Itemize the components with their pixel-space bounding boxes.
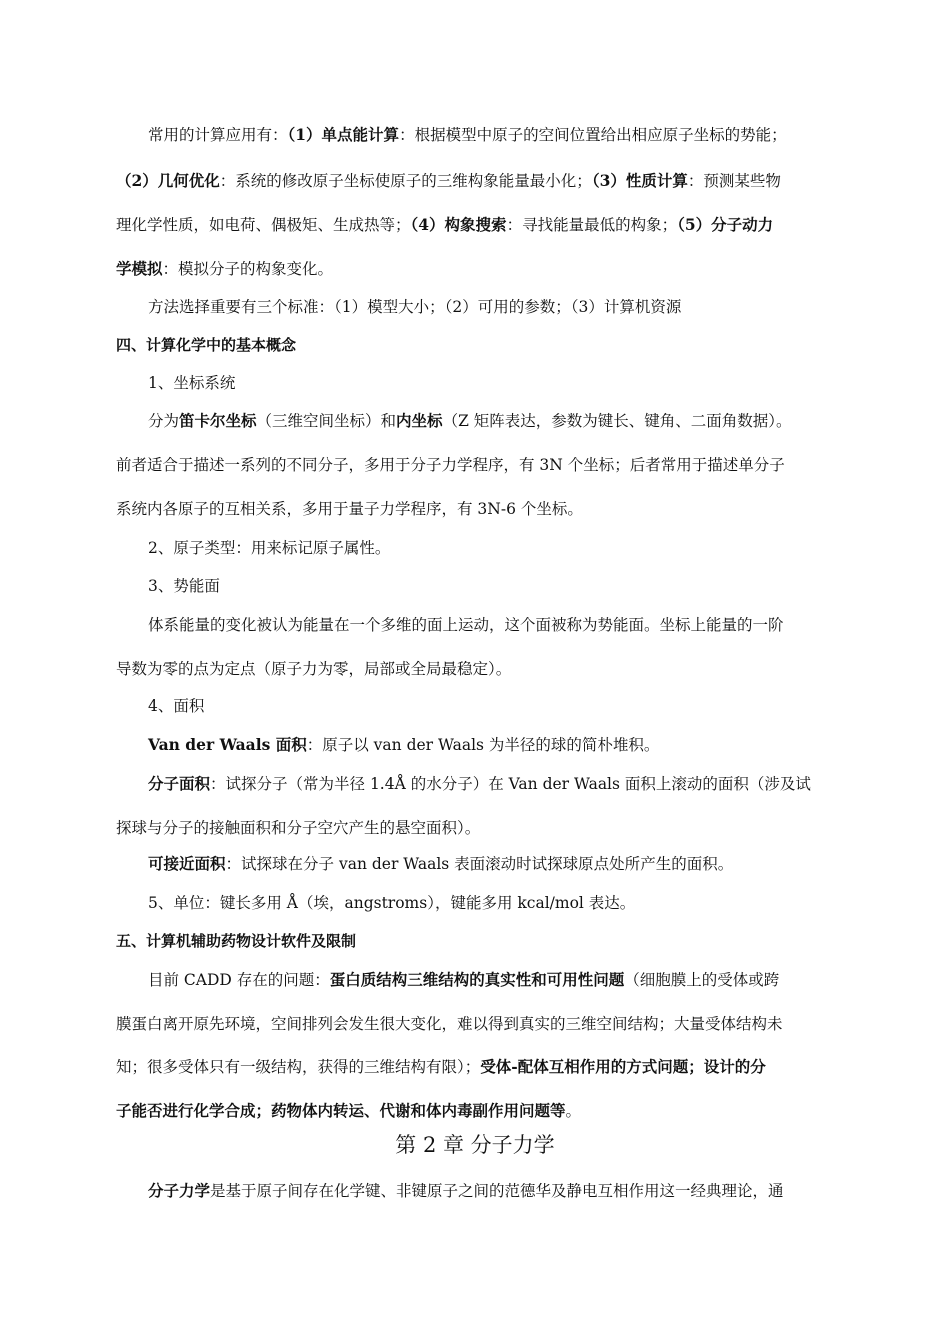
text: ：寻找能量最低的构象； [506, 216, 678, 234]
term-md-cont: 学模拟 [116, 259, 163, 278]
term-molecular-mechanics: 分子力学 [148, 1181, 211, 1200]
subheading-coordinate-system: 1、坐标系统 [148, 374, 236, 392]
term-molecular-area: 分子面积 [148, 774, 211, 793]
para-coordinates-line2: 前者适合于描述一系列的不同分子，多用于分子力学程序，有 3N 个坐标；后者常用于描述单分子 [116, 456, 785, 474]
para-pes-line2: 导数为零的点为定点（原子力为零，局部或全局最稳定）。 [116, 660, 512, 678]
para-coordinates-line1 [148, 410, 792, 432]
para-cadd-line1 [148, 969, 779, 991]
text: ：预测某些物 [687, 172, 781, 190]
subheading-atom-types: 2、原子类型：用来标记原子属性。 [148, 539, 391, 557]
text: 常用的计算应用有： [148, 126, 288, 144]
text: （细胞膜上的受体或跨 [624, 971, 780, 989]
text: （三维空间坐标）和 [256, 412, 397, 430]
para-cadd-line4 [116, 1100, 581, 1122]
text: 目前 CADD 存在的问题： [148, 971, 330, 989]
para-coordinates-line3: 系统内各原子的互相关系，多用于量子力学程序，有 3N-6 个坐标。 [116, 500, 583, 518]
text: ：模拟分子的构象变化。 [162, 260, 334, 278]
term-geometry-opt: （2）几何优化 [116, 171, 220, 190]
para-applications-line3 [116, 214, 773, 236]
term-synthesis-admet: 子能否进行化学合成；药物体内转运、代谢和体内毒副作用问题等 [116, 1101, 566, 1120]
para-pes-line1: 体系能量的变化被认为能量在一个多维的面上运动，这个面被称为势能面。坐标上能量的一阶 [148, 616, 784, 634]
subheading-area: 4、面积 [148, 697, 205, 715]
term-single-point: （1）单点能计算 [287, 125, 400, 144]
term-internal: 内坐标 [396, 411, 443, 430]
text: 分为 [148, 412, 180, 430]
term-accessible-area: 可接近面积 [148, 854, 226, 873]
para-molecular-area-line1 [148, 773, 811, 795]
term-protein-structure: 蛋白质结构三维结构的真实性和可用性问题 [329, 970, 625, 989]
text: 知；很多受体只有一级结构，获得的三维结构有限）； [116, 1058, 481, 1076]
para-molecular-mechanics [148, 1180, 784, 1202]
text: ：试探分子（常为半径 1.4Å 的水分子）在 Van der Waals 面积上滚动的面积（涉及试 [210, 775, 811, 793]
para-applications-line4 [116, 258, 333, 280]
para-applications-line1 [148, 124, 787, 146]
text: 是基于原子间存在化学键、非键原子之间的范德华及静电互相作用这一经典理论，通 [210, 1182, 784, 1200]
section-heading-5: 五、计算机辅助药物设计软件及限制 [116, 932, 357, 950]
text: 理化学性质，如电荷、偶极矩、生成热等； [116, 216, 411, 234]
subheading-units: 5、单位：键长多用 Å（埃，angstroms），键能多用 kcal/mol 表达。 [148, 894, 636, 912]
para-cadd-line3 [116, 1056, 766, 1078]
term-conformation-search: （4）构象搜索 [410, 215, 507, 234]
text: 。 [565, 1102, 582, 1120]
para-applications-line2 [116, 170, 781, 192]
text: ：原子以 van der Waals 为半径的球的简朴堆积。 [306, 736, 660, 754]
para-vdw-area [148, 734, 659, 756]
para-accessible-area [148, 853, 733, 875]
text: ：根据模型中原子的空间位置给出相应原子坐标的势能； [399, 126, 787, 144]
term-md: （5）分子动力 [677, 215, 774, 234]
term-cartesian: 笛卡尔坐标 [179, 411, 257, 430]
chapter-title: 第 2 章 分子力学 [395, 1133, 555, 1157]
para-cadd-line2: 膜蛋白离开原先环境，空间排列会发生很大变化，难以得到真实的三维空间结构；大量受体结构未 [116, 1015, 783, 1033]
text: ：系统的修改原子坐标使原子的三维构象能量最小化； [219, 172, 592, 190]
term-property-calc: （3）性质计算 [591, 171, 688, 190]
term-receptor-ligand: 受体-配体互相作用的方式问题；设计的分 [480, 1057, 766, 1076]
text: （Z 矩阵表达，参数为键长、键角、二面角数据）。 [442, 412, 792, 430]
para-molecular-area-line2: 探球与分子的接触面积和分子空穴产生的悬空面积）。 [116, 819, 481, 837]
text: ：试探球在分子 van der Waals 表面滚动时试探球原点处所产生的面积。 [225, 855, 734, 873]
para-method-criteria: 方法选择重要有三个标准：（1）模型大小；（2）可用的参数；（3）计算机资源 [148, 298, 682, 316]
section-heading-4: 四、计算化学中的基本概念 [116, 336, 297, 354]
term-vdw-area: Van der Waals 面积 [148, 735, 307, 754]
subheading-pes: 3、势能面 [148, 577, 220, 595]
